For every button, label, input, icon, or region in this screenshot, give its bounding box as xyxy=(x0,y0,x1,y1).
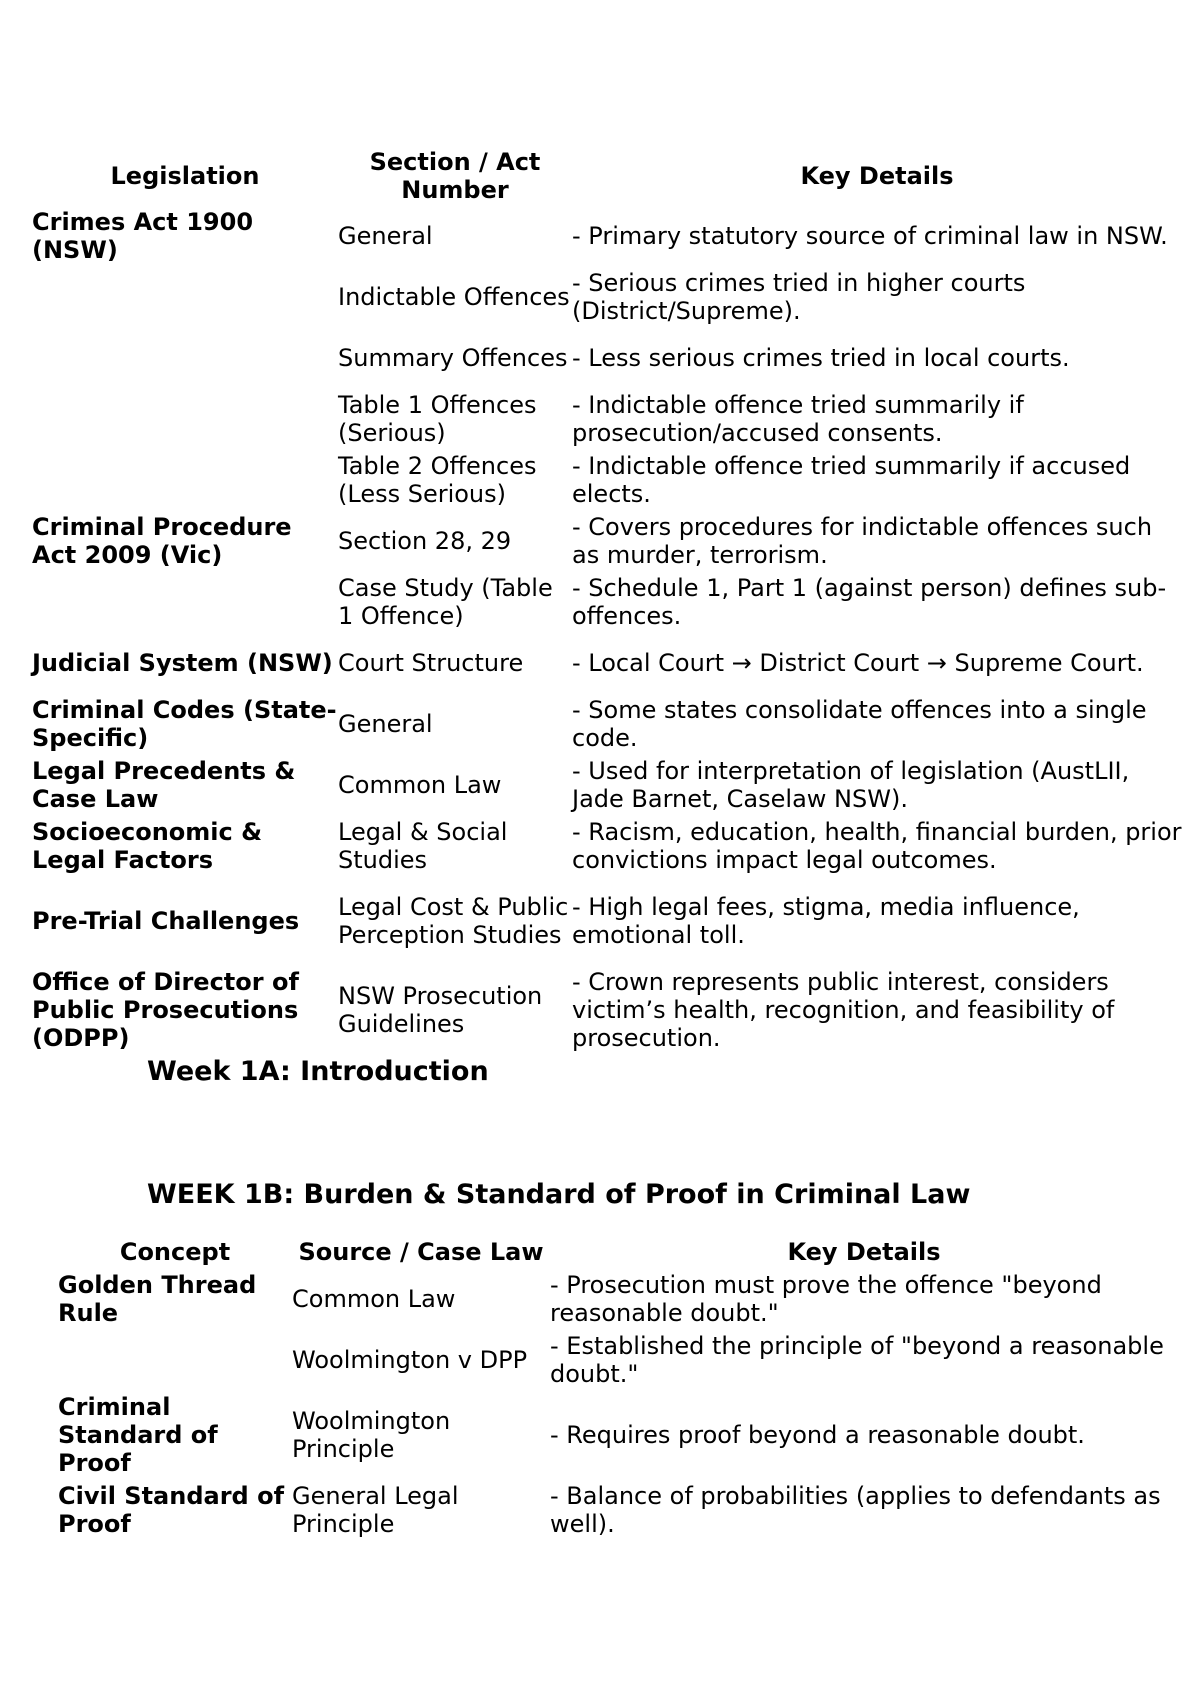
section-cell: Indictable Offences xyxy=(338,282,570,311)
section-cell: NSW Prosecution Guidelines xyxy=(338,981,543,1038)
legislation-cell xyxy=(32,571,338,632)
table-row xyxy=(32,754,1182,815)
details-cell: - Used for interpretation of legislation (AustLII, Jade Barnet, Caselaw NSW). xyxy=(572,756,1130,813)
source-cell: Common Law xyxy=(292,1284,456,1313)
legislation-cell xyxy=(32,327,338,388)
section-cell: Table 2 Offences (Less Serious) xyxy=(338,451,537,508)
table-row xyxy=(32,266,1182,327)
section-cell: Court Structure xyxy=(338,648,524,677)
details-cell: - Balance of probabilities (applies to defendants as well). xyxy=(550,1481,1161,1538)
section-cell: Case Study (Table 1 Offence) xyxy=(338,573,553,630)
table-row xyxy=(32,327,1182,388)
section-cell: General xyxy=(338,709,433,738)
table-row xyxy=(32,388,1182,449)
details-cell: - Local Court → District Court → Supreme Court. xyxy=(572,648,1144,677)
concept-cell: Criminal Standard of Proof xyxy=(58,1392,218,1477)
legislation-cell xyxy=(32,388,338,449)
column-header-section: Section / Act Number xyxy=(369,148,541,204)
details-cell: - Covers procedures for indictable offences such as murder, terrorism. xyxy=(572,512,1153,569)
burden-of-proof-table xyxy=(58,1236,1178,1540)
details-cell: - High legal fees, stigma, media influence, emotional toll. xyxy=(572,892,1080,949)
section-cell: Table 1 Offences (Serious) xyxy=(338,390,537,447)
details-cell: - Established the principle of "beyond a reasonable doubt." xyxy=(550,1331,1164,1388)
source-cell: Woolmington Principle xyxy=(292,1406,451,1463)
table-row xyxy=(58,1329,1178,1390)
concept-cell: Civil Standard of Proof xyxy=(58,1481,285,1538)
table-row xyxy=(58,1479,1178,1540)
details-cell: - Crown represents public interest, considers victim’s health, recognition, and feasibility of prosecution. xyxy=(572,967,1115,1052)
details-cell: - Schedule 1, Part 1 (against person) defines sub-offences. xyxy=(572,573,1167,630)
details-cell: - Indictable offence tried summarily if accused elects. xyxy=(572,451,1131,508)
section-cell: Legal Cost & Public Perception Studies xyxy=(338,892,569,949)
section-cell: Summary Offences xyxy=(338,343,568,372)
table-row xyxy=(32,510,1182,571)
legislation-cell: Office of Director of Public Prosecutions (ODPP) xyxy=(32,967,299,1052)
table-header-row xyxy=(32,146,1182,206)
section-heading-week-1b: WEEK 1B: Burden & Standard of Proof in Criminal Law xyxy=(147,1179,971,1210)
legislation-cell: Criminal Codes (State-Specific) xyxy=(32,695,337,752)
legislation-cell xyxy=(32,266,338,327)
column-header-concept: Concept xyxy=(119,1238,231,1266)
table-row xyxy=(32,571,1182,632)
details-cell: - Racism, education, health, financial burden, prior convictions impact legal outcomes. xyxy=(572,817,1182,874)
column-header-legislation: Legislation xyxy=(110,162,260,190)
column-header-key-details: Key Details xyxy=(787,1238,941,1266)
legislation-table xyxy=(32,146,1182,1054)
details-cell: - Primary statutory source of criminal law in NSW. xyxy=(572,222,1168,250)
column-header-key-details: Key Details xyxy=(800,162,954,190)
table-row xyxy=(32,965,1182,1054)
section-heading-week-1a: Week 1A: Introduction xyxy=(147,1056,489,1087)
table-row xyxy=(32,449,1182,510)
section-cell: Section 28, 29 xyxy=(338,526,512,555)
table-row xyxy=(32,876,1182,965)
legislation-cell: Criminal Procedure Act 2009 (Vic) xyxy=(32,512,292,569)
section-cell: General xyxy=(338,222,433,250)
table-row xyxy=(32,206,1182,266)
concept-cell: Golden Thread Rule xyxy=(58,1270,257,1327)
section-cell: Common Law xyxy=(338,770,502,799)
details-cell: - Prosecution must prove the offence "beyond reasonable doubt." xyxy=(550,1270,1102,1327)
details-cell: - Serious crimes tried in higher courts (District/Supreme). xyxy=(572,268,1026,325)
table-row xyxy=(58,1268,1178,1329)
source-cell: General Legal Principle xyxy=(292,1481,459,1538)
details-cell: - Requires proof beyond a reasonable doubt. xyxy=(550,1420,1085,1449)
table-header-row xyxy=(58,1236,1178,1268)
column-header-source: Source / Case Law xyxy=(298,1238,544,1266)
details-cell: - Less serious crimes tried in local courts. xyxy=(572,343,1070,372)
table-row xyxy=(58,1390,1178,1479)
legislation-cell: Legal Precedents & Case Law xyxy=(32,756,296,813)
section-cell: Legal & Social Studies xyxy=(338,817,508,874)
legislation-cell: Judicial System (NSW) xyxy=(32,648,333,677)
legislation-cell xyxy=(32,449,338,510)
table-row xyxy=(32,632,1182,693)
table-row xyxy=(32,815,1182,876)
concept-cell xyxy=(58,1329,292,1390)
details-cell: - Some states consolidate offences into a single code. xyxy=(572,695,1147,752)
legislation-cell: Socioeconomic & Legal Factors xyxy=(32,817,263,874)
details-cell: - Indictable offence tried summarily if prosecution/accused consents. xyxy=(572,390,1024,447)
legislation-cell: Pre-Trial Challenges xyxy=(32,906,300,935)
source-cell: Woolmington v DPP xyxy=(292,1345,528,1374)
legislation-cell: Crimes Act 1900 (NSW) xyxy=(32,208,254,264)
table-row xyxy=(32,693,1182,754)
